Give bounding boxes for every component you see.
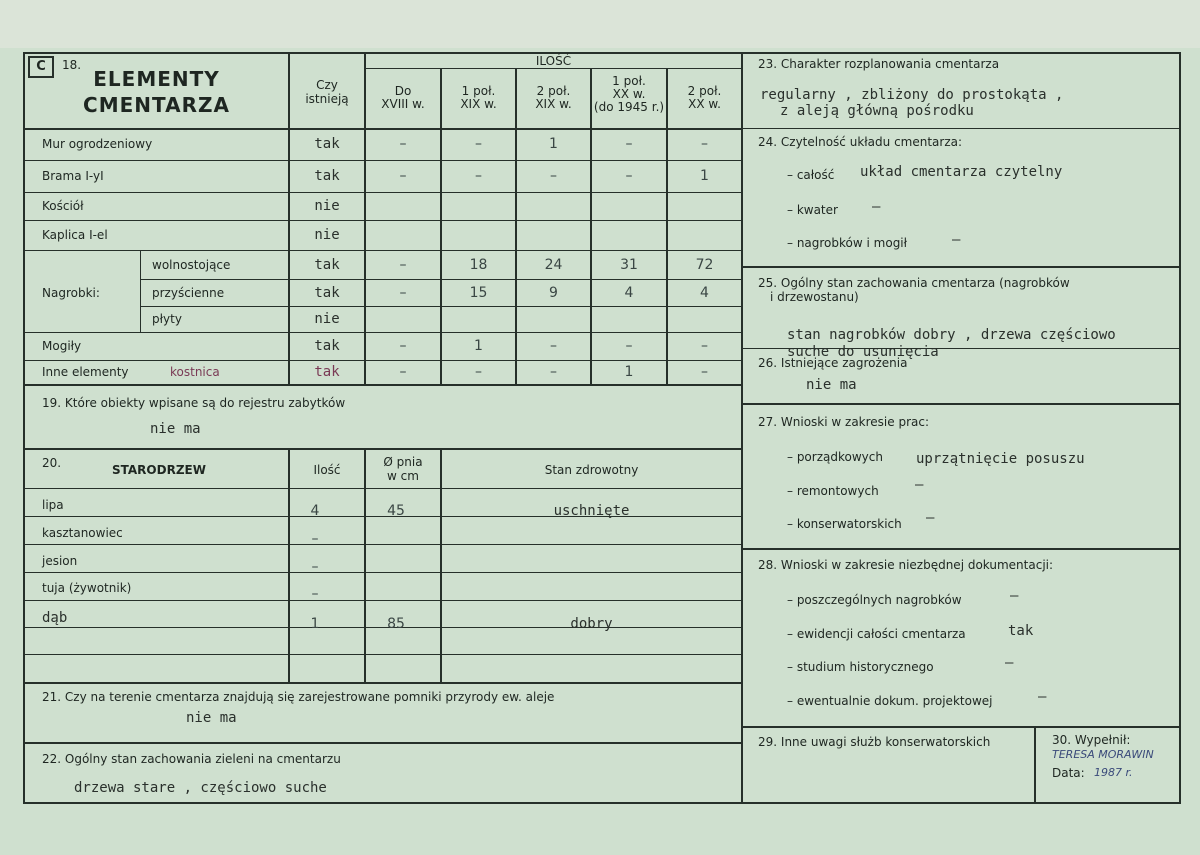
period-head-3-l2: XX w. bbox=[612, 87, 646, 101]
col-period2-left bbox=[515, 68, 517, 384]
s25-line2: suche do usunięcia bbox=[787, 344, 939, 360]
form-letter-box: C bbox=[28, 56, 54, 78]
period-head-3-l1: 1 poł. bbox=[612, 74, 646, 88]
s18-row-exists: nie bbox=[314, 311, 340, 327]
tree-count: – bbox=[311, 531, 319, 547]
s21-label: 21. Czy na terenie cmentarza znajdują się zarejestrowane pomniki przyrody ew. aleje bbox=[42, 690, 555, 704]
s20-col-health-left bbox=[440, 450, 442, 682]
s24-item-label: – całość bbox=[787, 168, 835, 182]
s18-row-label: Brama I-yI bbox=[42, 169, 104, 183]
tree-name: kasztanowiec bbox=[42, 526, 123, 540]
s28-item-label: – ewentualnie dokum. projektowej bbox=[787, 694, 993, 708]
s24-item-value: – bbox=[952, 232, 961, 248]
s27-item-label: – porządkowych bbox=[787, 450, 883, 464]
s18-row-value: 4 bbox=[624, 285, 634, 301]
s19-bottom bbox=[25, 448, 741, 450]
s24-item-value: układ cmentarza czytelny bbox=[860, 164, 1063, 180]
tree-diameter: 85 bbox=[387, 616, 405, 632]
s18-row-exists: tak bbox=[314, 136, 340, 152]
period-head-0-l1: Do bbox=[394, 84, 412, 98]
s18-row-value: – bbox=[625, 168, 633, 184]
col-period1-left bbox=[440, 68, 442, 384]
s18-row-sublabel: przyścienne bbox=[152, 286, 225, 300]
s18-row-sublabel: płyty bbox=[152, 312, 182, 326]
s20-row-line bbox=[25, 572, 741, 573]
s25-label-2: i drzewostanu) bbox=[770, 290, 859, 304]
tree-count: 4 bbox=[310, 503, 320, 519]
s28-bottom bbox=[743, 726, 1181, 728]
tree-name: tuja (żywotnik) bbox=[42, 581, 132, 595]
s18-row-value: – bbox=[399, 285, 407, 301]
s18-row-value: – bbox=[399, 136, 407, 152]
s27-item-label: – konserwatorskich bbox=[787, 517, 902, 531]
s24-bottom bbox=[743, 266, 1181, 268]
ilosc-underline bbox=[364, 68, 741, 69]
tree-diameter: 45 bbox=[387, 503, 405, 519]
s20-row-line bbox=[25, 682, 741, 684]
s20-col-count: Ilość bbox=[313, 463, 341, 477]
s18-row-exists: tak bbox=[314, 168, 340, 184]
s28-item-value: – bbox=[1005, 655, 1014, 671]
s23-line1: regularny , zbliżony do prostokąta , bbox=[760, 87, 1064, 103]
s18-row-value: 18 bbox=[469, 257, 488, 273]
s18-row-value: – bbox=[399, 338, 407, 354]
s18-row-value: – bbox=[399, 168, 407, 184]
row-line bbox=[25, 192, 741, 193]
col-period4-left bbox=[666, 68, 668, 384]
s28-item-value: – bbox=[1038, 689, 1047, 705]
nagrobki-label: Nagrobki: bbox=[42, 286, 100, 300]
period-head-2-l2: XIX w. bbox=[535, 97, 572, 111]
s27-label: 27. Wnioski w zakresie prac: bbox=[758, 415, 930, 429]
frame-top-right bbox=[741, 52, 1181, 54]
frame-divider-v bbox=[741, 52, 743, 804]
period-head-1-l2: XIX w. bbox=[460, 97, 497, 111]
s18-row-label: Kaplica I-el bbox=[42, 228, 108, 242]
s28-item-label: – ewidencji całości cmentarza bbox=[787, 627, 966, 641]
s20-col-health: Stan zdrowotny bbox=[544, 463, 639, 477]
s18-row-value: – bbox=[550, 168, 557, 184]
s20-title: STARODRZEW bbox=[112, 463, 206, 477]
s20-col-diam-1: Ø pnia bbox=[383, 455, 423, 469]
tree-count: – bbox=[311, 586, 319, 602]
s18-row-exists: tak bbox=[314, 364, 340, 380]
frame-right bbox=[1179, 52, 1181, 802]
row-line bbox=[25, 360, 741, 361]
s18-row-value: 15 bbox=[469, 285, 488, 301]
s18-row-value: 72 bbox=[695, 257, 714, 273]
s18-row-value: 1 bbox=[474, 338, 483, 354]
s22-label: 22. Ogólny stan zachowania zieleni na cmentarzu bbox=[42, 752, 341, 766]
frame-left bbox=[23, 52, 25, 804]
s19-answer: nie ma bbox=[150, 421, 201, 437]
col-period3-left bbox=[590, 68, 592, 384]
ilosc-header: ILOŚĆ bbox=[535, 54, 572, 68]
s18-row-value: – bbox=[399, 257, 407, 273]
s18-row-value: 31 bbox=[620, 257, 638, 273]
s27-item-value: – bbox=[915, 477, 924, 493]
s20-col-diam-left bbox=[364, 450, 366, 682]
s18-row-value: – bbox=[475, 364, 482, 380]
s27-item-label: – remontowych bbox=[787, 484, 879, 498]
col-exists-head-1: Czy bbox=[316, 78, 338, 92]
s28-item-value: tak bbox=[1008, 623, 1034, 639]
period-head-2-l1: 2 poł. bbox=[536, 84, 571, 98]
s26-label: 26. Istniejące zagrożenia bbox=[758, 356, 908, 370]
tree-health: uschnięte bbox=[553, 503, 630, 519]
s28-label: 28. Wnioski w zakresie niezbędnej dokumentacji: bbox=[758, 558, 1054, 572]
row-line bbox=[25, 384, 741, 386]
s21-bottom bbox=[25, 742, 741, 744]
nagrobki-sub-divider bbox=[140, 250, 141, 332]
tree-name: dąb bbox=[42, 610, 68, 626]
period-head-4-l2: XX w. bbox=[688, 97, 721, 111]
s18-row-value: 1 bbox=[700, 168, 709, 184]
s20-row-line bbox=[25, 654, 741, 655]
s18-row-exists: nie bbox=[314, 198, 340, 214]
s18-row-label: Kościół bbox=[42, 199, 84, 213]
s18-row-exists: tak bbox=[314, 257, 340, 273]
s28-item-label: – poszczególnych nagrobków bbox=[787, 593, 962, 607]
s23-label: 23. Charakter rozplanowania cmentarza bbox=[758, 57, 1000, 71]
s18-row-exists: tak bbox=[314, 338, 340, 354]
row-line bbox=[25, 220, 741, 221]
s18-number: 18. bbox=[62, 58, 82, 72]
s30-date-label: Data: bbox=[1052, 766, 1085, 780]
s24-item-label: – kwater bbox=[787, 203, 838, 217]
period-head-1-l1: 1 poł. bbox=[461, 84, 496, 98]
s18-row-sublabel: kostnica bbox=[170, 365, 220, 379]
s18-row-value: – bbox=[701, 364, 708, 380]
s18-row-value: 4 bbox=[700, 285, 709, 301]
s18-row-value: 1 bbox=[624, 364, 634, 380]
s19-label: 19. Które obiekty wpisane są do rejestru zabytków bbox=[42, 396, 346, 410]
s30-name: TERESA MORAWIN bbox=[1052, 748, 1154, 761]
s29-label: 29. Inne uwagi służb konserwatorskich bbox=[758, 735, 991, 749]
s24-item-value: – bbox=[872, 199, 881, 215]
row-line bbox=[25, 250, 741, 251]
frame-bottom bbox=[23, 802, 1181, 804]
s18-row-value: – bbox=[701, 136, 708, 152]
s27-item-value: uprzątnięcie posuszu bbox=[916, 451, 1085, 467]
s18-row-value: 24 bbox=[544, 257, 563, 273]
s18-row-value: – bbox=[625, 136, 633, 152]
s23-line2: z aleją główną pośrodku bbox=[780, 103, 974, 119]
tree-health: dobry bbox=[570, 616, 613, 632]
s30-date: 1987 r. bbox=[1094, 766, 1133, 779]
s20-row-line bbox=[25, 600, 741, 601]
tree-count: 1 bbox=[310, 616, 320, 632]
s20-number: 20. bbox=[42, 456, 62, 470]
row-line bbox=[25, 160, 741, 161]
s18-row-value: – bbox=[701, 338, 708, 354]
row-line bbox=[140, 306, 741, 307]
s25-line1: stan nagrobków dobry , drzewa częściowo bbox=[787, 327, 1116, 343]
s26-bottom bbox=[743, 403, 1181, 405]
tree-count: – bbox=[311, 559, 319, 575]
row-line bbox=[140, 279, 741, 280]
s23-bottom bbox=[743, 128, 1181, 129]
s20-col-diam-2: w cm bbox=[387, 469, 419, 483]
s18-title-line2: CMENTARZA bbox=[83, 93, 230, 117]
s18-row-sublabel: wolnostojące bbox=[152, 258, 231, 272]
s18-title-line1: ELEMENTY bbox=[93, 67, 220, 91]
s28-item-value: – bbox=[1010, 588, 1019, 604]
s18-row-label: Mur ogrodzeniowy bbox=[42, 137, 153, 151]
s28-item-label: – studium historycznego bbox=[787, 660, 934, 674]
s18-row-value: – bbox=[399, 364, 407, 380]
s27-bottom bbox=[743, 548, 1181, 550]
s18-row-value: – bbox=[475, 136, 482, 152]
s29-s30-divider bbox=[1034, 728, 1036, 802]
s18-row-value: – bbox=[550, 364, 557, 380]
s18-row-value: – bbox=[475, 168, 482, 184]
s18-row-value: – bbox=[550, 338, 557, 354]
tree-name: lipa bbox=[42, 498, 64, 512]
s24-label: 24. Czytelność układu cmentarza: bbox=[758, 135, 963, 149]
s18-row-exists: nie bbox=[314, 227, 340, 243]
row-line bbox=[25, 332, 741, 333]
s18-row-exists: tak bbox=[314, 285, 340, 301]
col-exists-head-2: istnieją bbox=[305, 92, 349, 106]
s20-row-line bbox=[25, 544, 741, 545]
period-head-4-l1: 2 poł. bbox=[687, 84, 722, 98]
s30-label: 30. Wypełnił: bbox=[1052, 733, 1131, 747]
s20-row-line bbox=[25, 488, 741, 489]
s26-answer: nie ma bbox=[806, 377, 857, 393]
s18-row-label: Mogiły bbox=[42, 339, 82, 353]
s24-item-label: – nagrobków i mogił bbox=[787, 236, 908, 250]
s25-label-1: 25. Ogólny stan zachowania cmentarza (nagrobków bbox=[758, 276, 1070, 290]
s22-answer: drzewa stare , częściowo suche bbox=[74, 780, 327, 796]
s18-row-label: Inne elementy bbox=[42, 365, 129, 379]
tree-name: jesion bbox=[42, 554, 78, 568]
s18-row-value: 1 bbox=[549, 136, 558, 152]
s27-item-value: – bbox=[926, 510, 935, 526]
period-head-3-l3: (do 1945 r.) bbox=[593, 100, 665, 114]
card-top-edge bbox=[0, 0, 1200, 48]
s18-row-value: – bbox=[625, 338, 633, 354]
s18-row-value: 9 bbox=[549, 285, 558, 301]
s21-answer: nie ma bbox=[186, 710, 237, 726]
row-line bbox=[25, 128, 741, 130]
period-head-0-l2: XVIII w. bbox=[381, 97, 425, 111]
